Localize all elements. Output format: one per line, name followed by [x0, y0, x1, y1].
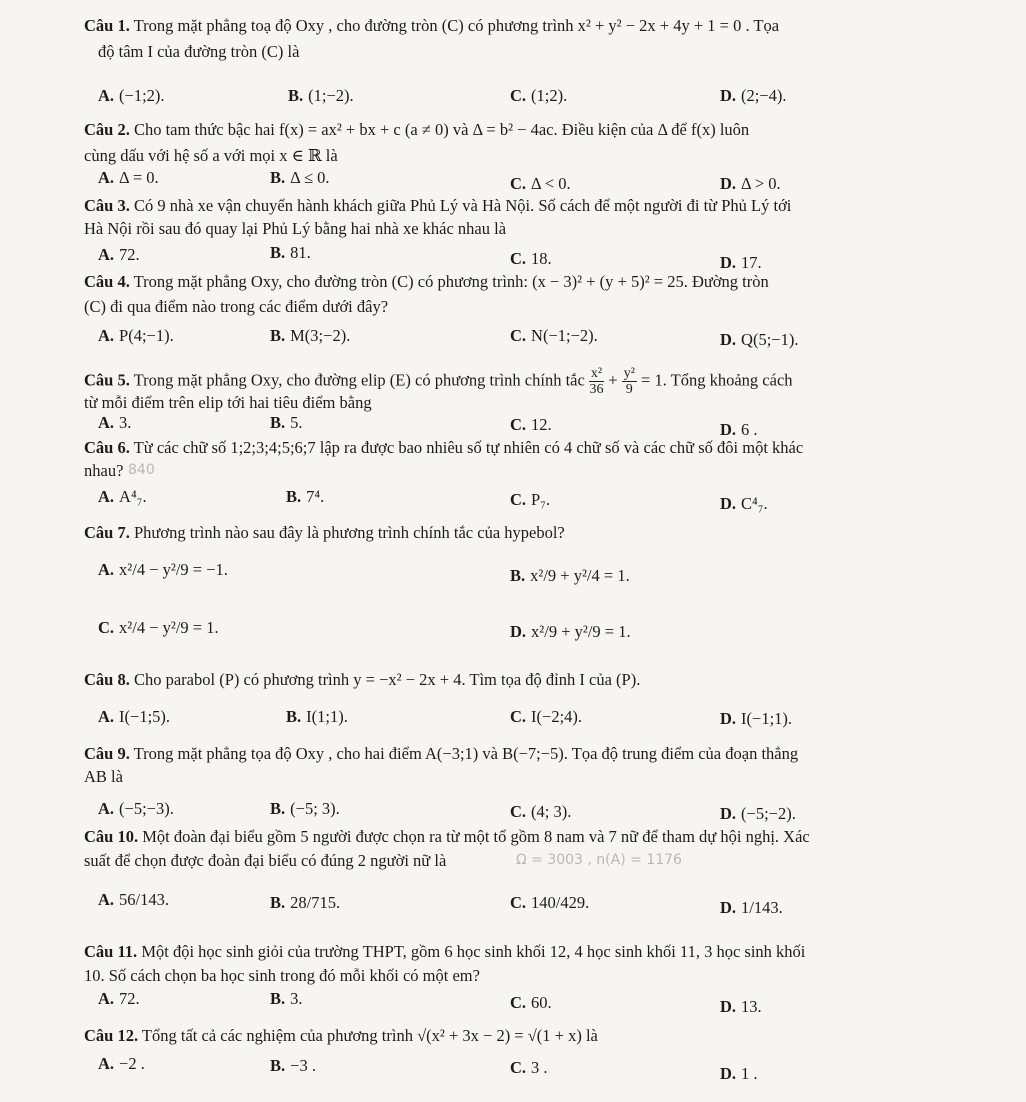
- q10-option-c[interactable]: C. 140/429.: [510, 893, 590, 912]
- q6-line1: Câu 6. Từ các chữ số 1;2;3;4;5;6;7 lập ra được bao nhiêu số tự nhiên có 4 chữ số và các chữ số đôi một khác: [84, 438, 804, 457]
- q9-line1: Câu 9. Trong mặt phẳng tọa độ Oxy , cho hai điểm A(−3;1) và B(−7;−5). Tọa độ trung điểm của đoạn thẳng: [84, 744, 799, 763]
- q11-option-a[interactable]: A. 72.: [98, 989, 140, 1008]
- q12-line1: Câu 12. Tổng tất cả các nghiệm của phương trình √(x² + 3x − 2) = √(1 + x) là: [84, 1026, 598, 1045]
- q12-option-c[interactable]: C. 3 .: [510, 1058, 548, 1077]
- q5-line1: Câu 5. Trong mặt phẳng Oxy, cho đường elip (E) có phương trình chính tắc $\frac{\text{x²}}{36}$ + $\frac{\text{y²}}{9}$ = 1. Tổng khoảng cách: [84, 366, 793, 397]
- q10-option-d[interactable]: D. 1/143.: [720, 898, 783, 917]
- q9-option-a[interactable]: A. (−5;−3).: [98, 799, 174, 818]
- q3-line1: Câu 3. Có 9 nhà xe vận chuyển hành khách giữa Phủ Lý và Hà Nội. Số cách để một người đi từ Phủ Lý tới: [84, 196, 792, 215]
- q9-option-d[interactable]: D. (−5;−2).: [720, 804, 796, 823]
- q11-option-b[interactable]: B. 3.: [270, 989, 303, 1008]
- q5-frac-y: $\frac{\text{y²}}{9}$: [623, 366, 635, 397]
- q6-line2: nhau?: [84, 461, 124, 480]
- q9-option-b[interactable]: B. (−5; 3).: [270, 799, 340, 818]
- q7-option-a[interactable]: A. x²/4 − y²/9 = −1.: [98, 560, 228, 579]
- q5-option-a[interactable]: A. 3.: [98, 413, 132, 432]
- q5-option-b[interactable]: B. 5.: [270, 413, 303, 432]
- q11-line2: 10. Số cách chọn ba học sinh trong đó mỗi khối có một em?: [84, 966, 480, 985]
- q7-option-c[interactable]: C. x²/4 − y²/9 = 1.: [98, 618, 219, 637]
- q2-line2: cùng dấu với hệ số a với mọi x ∈ ℝ là: [84, 146, 338, 165]
- q6-option-a[interactable]: A. A⁴₇.: [98, 487, 147, 506]
- q2-option-d[interactable]: D. Δ > 0.: [720, 174, 781, 193]
- q2-line1: Câu 2. Cho tam thức bậc hai f(x) = ax² + bx + c (a ≠ 0) và Δ = b² − 4ac. Điều kiện của Δ để f(x) luôn: [84, 120, 750, 139]
- q9-option-c[interactable]: C. (4; 3).: [510, 802, 572, 821]
- q8-option-c[interactable]: C. I(−2;4).: [510, 707, 583, 726]
- q12-option-a[interactable]: A. −2 .: [98, 1054, 145, 1073]
- q2-option-c[interactable]: C. Δ < 0.: [510, 174, 571, 193]
- q5-frac-x: $\frac{\text{x²}}{36}$: [589, 366, 604, 397]
- q9-line2: AB là: [84, 767, 123, 786]
- q7-option-d[interactable]: D. x²/9 + y²/9 = 1.: [510, 622, 631, 641]
- q11-option-c[interactable]: C. 60.: [510, 993, 552, 1012]
- q12-option-d[interactable]: D. 1 .: [720, 1064, 758, 1083]
- q2-option-b[interactable]: B. Δ ≤ 0.: [270, 168, 330, 187]
- q3-option-c[interactable]: C. 18.: [510, 249, 552, 268]
- q10-line1: Câu 10. Một đoàn đại biểu gồm 5 người được chọn ra từ một tổ gồm 8 nam và 7 nữ để tham dự hội nghị. Xác: [84, 827, 810, 846]
- q8-line1: Câu 8. Cho parabol (P) có phương trình y = −x² − 2x + 4. Tìm tọa độ đỉnh I của (P).: [84, 670, 641, 689]
- q8-option-a[interactable]: A. I(−1;5).: [98, 707, 171, 726]
- q3-option-b[interactable]: B. 81.: [270, 243, 311, 262]
- q2-option-a[interactable]: A. Δ = 0.: [98, 168, 159, 187]
- q4-option-c[interactable]: C. N(−1;−2).: [510, 326, 598, 345]
- q5-option-d[interactable]: D. 6 .: [720, 420, 758, 439]
- q6-handwritten-note: 840: [128, 462, 155, 478]
- q1-option-d[interactable]: D. (2;−4).: [720, 86, 787, 105]
- q10-option-a[interactable]: A. 56/143.: [98, 890, 170, 909]
- q4-option-d[interactable]: D. Q(5;−1).: [720, 330, 799, 349]
- q12-option-b[interactable]: B. −3 .: [270, 1056, 316, 1075]
- q6-option-b[interactable]: B. 7⁴.: [286, 487, 325, 506]
- q4-line2: (C) đi qua điểm nào trong các điểm dưới đây?: [84, 297, 389, 316]
- q3-option-d[interactable]: D. 17.: [720, 253, 762, 272]
- q6-option-d[interactable]: D. C⁴₇.: [720, 494, 768, 513]
- q3-option-a[interactable]: A. 72.: [98, 245, 140, 264]
- q11-line1: Câu 11. Một đội học sinh giỏi của trường THPT, gồm 6 học sinh khối 12, 4 học sinh khối 11, 3 học sinh khối: [84, 942, 806, 961]
- q1-option-a[interactable]: A. (−1;2).: [98, 86, 165, 105]
- q5-option-c[interactable]: C. 12.: [510, 415, 552, 434]
- q1-option-b[interactable]: B. (1;−2).: [288, 86, 354, 105]
- q1-line2: độ tâm I của đường tròn (C) là: [98, 42, 300, 61]
- q5-line2: từ mỗi điểm trên elip tới hai tiêu điểm bằng: [84, 393, 372, 412]
- q3-line2: Hà Nội rồi sau đó quay lại Phủ Lý bằng hai nhà xe khác nhau là: [84, 219, 507, 238]
- q8-option-b[interactable]: B. I(1;1).: [286, 707, 348, 726]
- q10-option-b[interactable]: B. 28/715.: [270, 893, 341, 912]
- q7-line1: Câu 7. Phương trình nào sau đây là phương trình chính tắc của hypebol?: [84, 523, 565, 542]
- q10-handwritten-note: Ω = 3003 , n(A) = 1176: [516, 852, 682, 868]
- q7-option-b[interactable]: B. x²/9 + y²/4 = 1.: [510, 566, 630, 585]
- q4-option-b[interactable]: B. M(3;−2).: [270, 326, 351, 345]
- q4-option-a[interactable]: A. P(4;−1).: [98, 326, 174, 345]
- q1-option-c[interactable]: C. (1;2).: [510, 86, 568, 105]
- q4-line1: Câu 4. Trong mặt phẳng Oxy, cho đường tròn (C) có phương trình: (x − 3)² + (y + 5)² = 25. Đường tròn: [84, 272, 769, 291]
- q10-line2: suất để chọn được đoàn đại biểu có đúng 2 người nữ là: [84, 851, 447, 870]
- q1-line1: Câu 1. Trong mặt phẳng toạ độ Oxy , cho đường tròn (C) có phương trình x² + y² − 2x + 4y + 1 = 0 . Tọa: [84, 16, 780, 35]
- q8-option-d[interactable]: D. I(−1;1).: [720, 709, 793, 728]
- q6-option-c[interactable]: C. P₇.: [510, 490, 551, 509]
- q11-option-d[interactable]: D. 13.: [720, 997, 762, 1016]
